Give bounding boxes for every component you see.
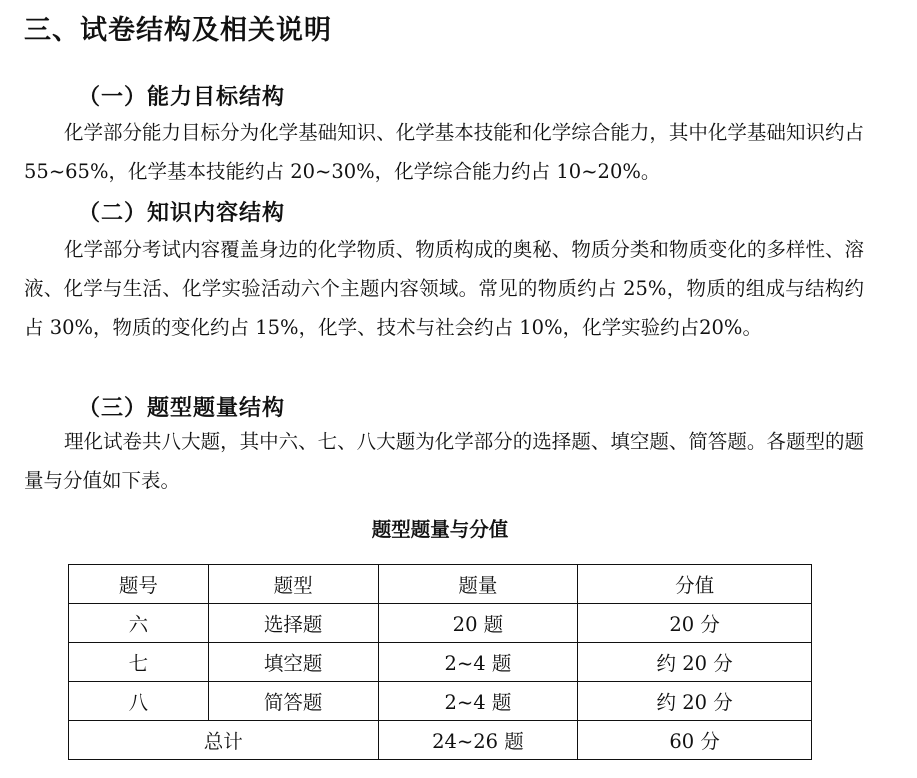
table-cell: 2~4 题 — [378, 643, 578, 682]
section-heading: 三、试卷结构及相关说明 — [24, 15, 332, 46]
header-cell: 题量 — [378, 565, 578, 604]
table-cell: 七 — [69, 643, 209, 682]
table-row — [69, 643, 812, 682]
part1-paragraph: 化学部分能力目标分为化学基础知识、化学基本技能和化学综合能力，其中化学基础知识约占 55~65%，化学基本技能约占 20~30%，化学综合能力约占 10~20%。 — [24, 121, 864, 183]
table-cell: 选择题 — [208, 604, 378, 643]
total-score-cell: 60 分 — [578, 721, 812, 760]
table-cell: 约 20 分 — [578, 643, 812, 682]
part1-heading: （一）能力目标结构 — [78, 85, 286, 110]
table-header-row — [69, 565, 812, 604]
part2-heading: （二）知识内容结构 — [78, 201, 286, 226]
table-cell: 填空题 — [208, 643, 378, 682]
part3-paragraph: 理化试卷共八大题，其中六、七、八大题为化学部分的选择题、填空题、简答题。各题型的题量与分值如下表。 — [24, 430, 864, 492]
table-row — [69, 604, 812, 643]
total-count-cell: 24~26 题 — [378, 721, 578, 760]
table-total-row — [69, 721, 812, 760]
total-label-cell: 总计 — [69, 721, 379, 760]
header-cell: 分值 — [578, 565, 812, 604]
header-cell: 题型 — [208, 565, 378, 604]
table-cell: 八 — [69, 682, 209, 721]
table-cell: 20 分 — [578, 604, 812, 643]
table-cell: 20 题 — [378, 604, 578, 643]
part2-paragraph: 化学部分考试内容覆盖身边的化学物质、物质构成的奥秘、物质分类和物质变化的多样性、溶液、化学与生活、化学实验活动六个主题内容领域。常见的物质约占 25%，物质的组成与结构约占 30%，物质的变化约占 15%，化学、技术与社会约占 10%，化学实验约占20%。 — [24, 238, 864, 339]
table-row — [69, 682, 812, 721]
table-cell: 六 — [69, 604, 209, 643]
score-table — [68, 564, 812, 760]
table-cell: 约 20 分 — [578, 682, 812, 721]
header-cell: 题号 — [69, 565, 209, 604]
table-cell: 2~4 题 — [378, 682, 578, 721]
part3-heading: （三）题型题量结构 — [78, 396, 286, 421]
table-title: 题型题量与分值 — [371, 518, 509, 541]
table-cell: 简答题 — [208, 682, 378, 721]
